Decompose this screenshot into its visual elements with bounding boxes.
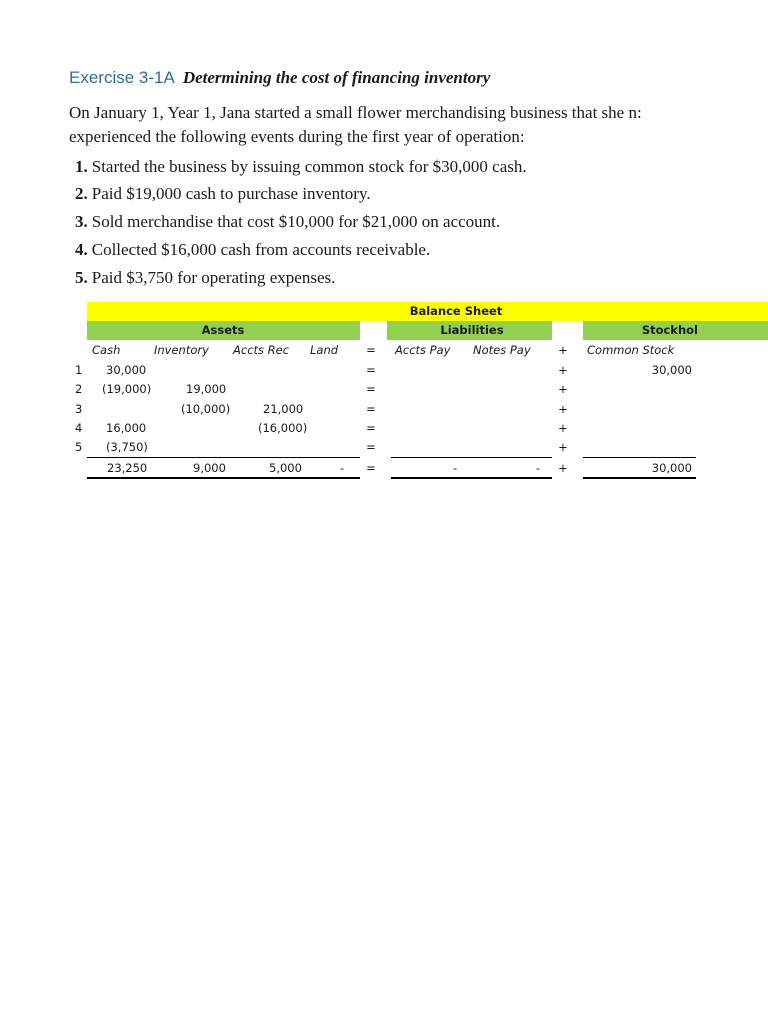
row-number: 2 (75, 382, 83, 396)
equals-cell: = (366, 382, 376, 396)
event-item (75, 268, 335, 288)
row-number: 1 (75, 363, 83, 377)
assets-header: Assets (201, 323, 245, 337)
event-number: 2. (75, 184, 88, 203)
col-accts-pay: Accts Pay (395, 343, 451, 357)
row-number: 3 (75, 402, 83, 416)
equals-cell: = (366, 421, 376, 435)
col-notes-pay: Notes Pay (473, 343, 531, 357)
equity-header: Stockhol (641, 323, 698, 337)
rule-liab-bottom (391, 477, 552, 479)
cash-cell: (19,000) (102, 382, 152, 396)
event-text: Paid $3,750 for operating expenses. (91, 268, 336, 287)
event-text: Sold merchandise that cost $10,000 for $21,000 on account. (91, 212, 501, 231)
event-item (75, 157, 527, 177)
equals-cell: = (366, 363, 376, 377)
accts-rec-cell: (16,000) (258, 421, 308, 435)
liabilities-header: Liabilities (440, 323, 504, 337)
row-number: 4 (75, 421, 83, 435)
intro-line-2: experienced the following events during the first year of operation: (69, 127, 525, 146)
rule-equity-top (583, 457, 696, 458)
event-number: 1. (75, 157, 88, 176)
plus-cell: + (558, 421, 568, 435)
rule-assets-bottom (87, 477, 360, 479)
equals-cell: = (366, 402, 376, 416)
common-stock-cell: 30,000 (651, 363, 692, 377)
event-item (75, 240, 430, 260)
accts-rec-cell: 21,000 (263, 402, 304, 416)
event-item (75, 212, 500, 232)
total-land: - (340, 461, 345, 475)
total-inventory: 9,000 (193, 461, 226, 475)
col-accts-rec: Accts Rec (233, 343, 290, 357)
col-cash: Cash (92, 343, 121, 357)
rule-liab-top (391, 457, 552, 458)
col-plus: + (558, 343, 568, 357)
cash-cell: (3,750) (106, 440, 148, 454)
col-common-stock: Common Stock (587, 343, 675, 357)
total-notes-pay: - (536, 461, 541, 475)
total-cash: 23,250 (107, 461, 148, 475)
exercise-subtitle: Determining the cost of financing inventory (182, 68, 491, 87)
rule-equity-bottom (583, 477, 696, 479)
col-equals: = (366, 343, 376, 357)
plus-cell: + (558, 382, 568, 396)
row-number: 5 (75, 440, 83, 454)
plus-cell: + (558, 402, 568, 416)
event-item (75, 184, 371, 204)
event-text: Collected $16,000 cash from accounts receivable. (91, 240, 431, 259)
sheet-title: Balance Sheet (409, 304, 503, 318)
plus-cell: + (558, 440, 568, 454)
cash-cell: 16,000 (106, 421, 147, 435)
col-inventory: Inventory (154, 343, 209, 357)
event-text: Paid $19,000 cash to purchase inventory. (91, 184, 371, 203)
col-land: Land (310, 343, 339, 357)
exercise-number: Exercise 3-1A (69, 68, 175, 87)
inventory-cell: 19,000 (186, 382, 227, 396)
total-equals: = (366, 461, 376, 475)
exercise-heading (69, 68, 490, 88)
equals-cell: = (366, 440, 376, 454)
event-number: 5. (75, 268, 88, 287)
total-common-stock: 30,000 (651, 461, 692, 475)
total-accts-rec: 5,000 (269, 461, 302, 475)
event-number: 4. (75, 240, 88, 259)
inventory-cell: (10,000) (181, 402, 231, 416)
event-number: 3. (75, 212, 88, 231)
plus-cell: + (558, 363, 568, 377)
total-accts-pay: - (453, 461, 458, 475)
event-text: Started the business by issuing common stock for $30,000 cash. (91, 157, 527, 176)
total-plus: + (558, 461, 568, 475)
rule-assets-top (87, 457, 360, 458)
intro-line-1: On January 1, Year 1, Jana started a small flower merchandising business that she n: (69, 103, 642, 122)
cash-cell: 30,000 (106, 363, 147, 377)
